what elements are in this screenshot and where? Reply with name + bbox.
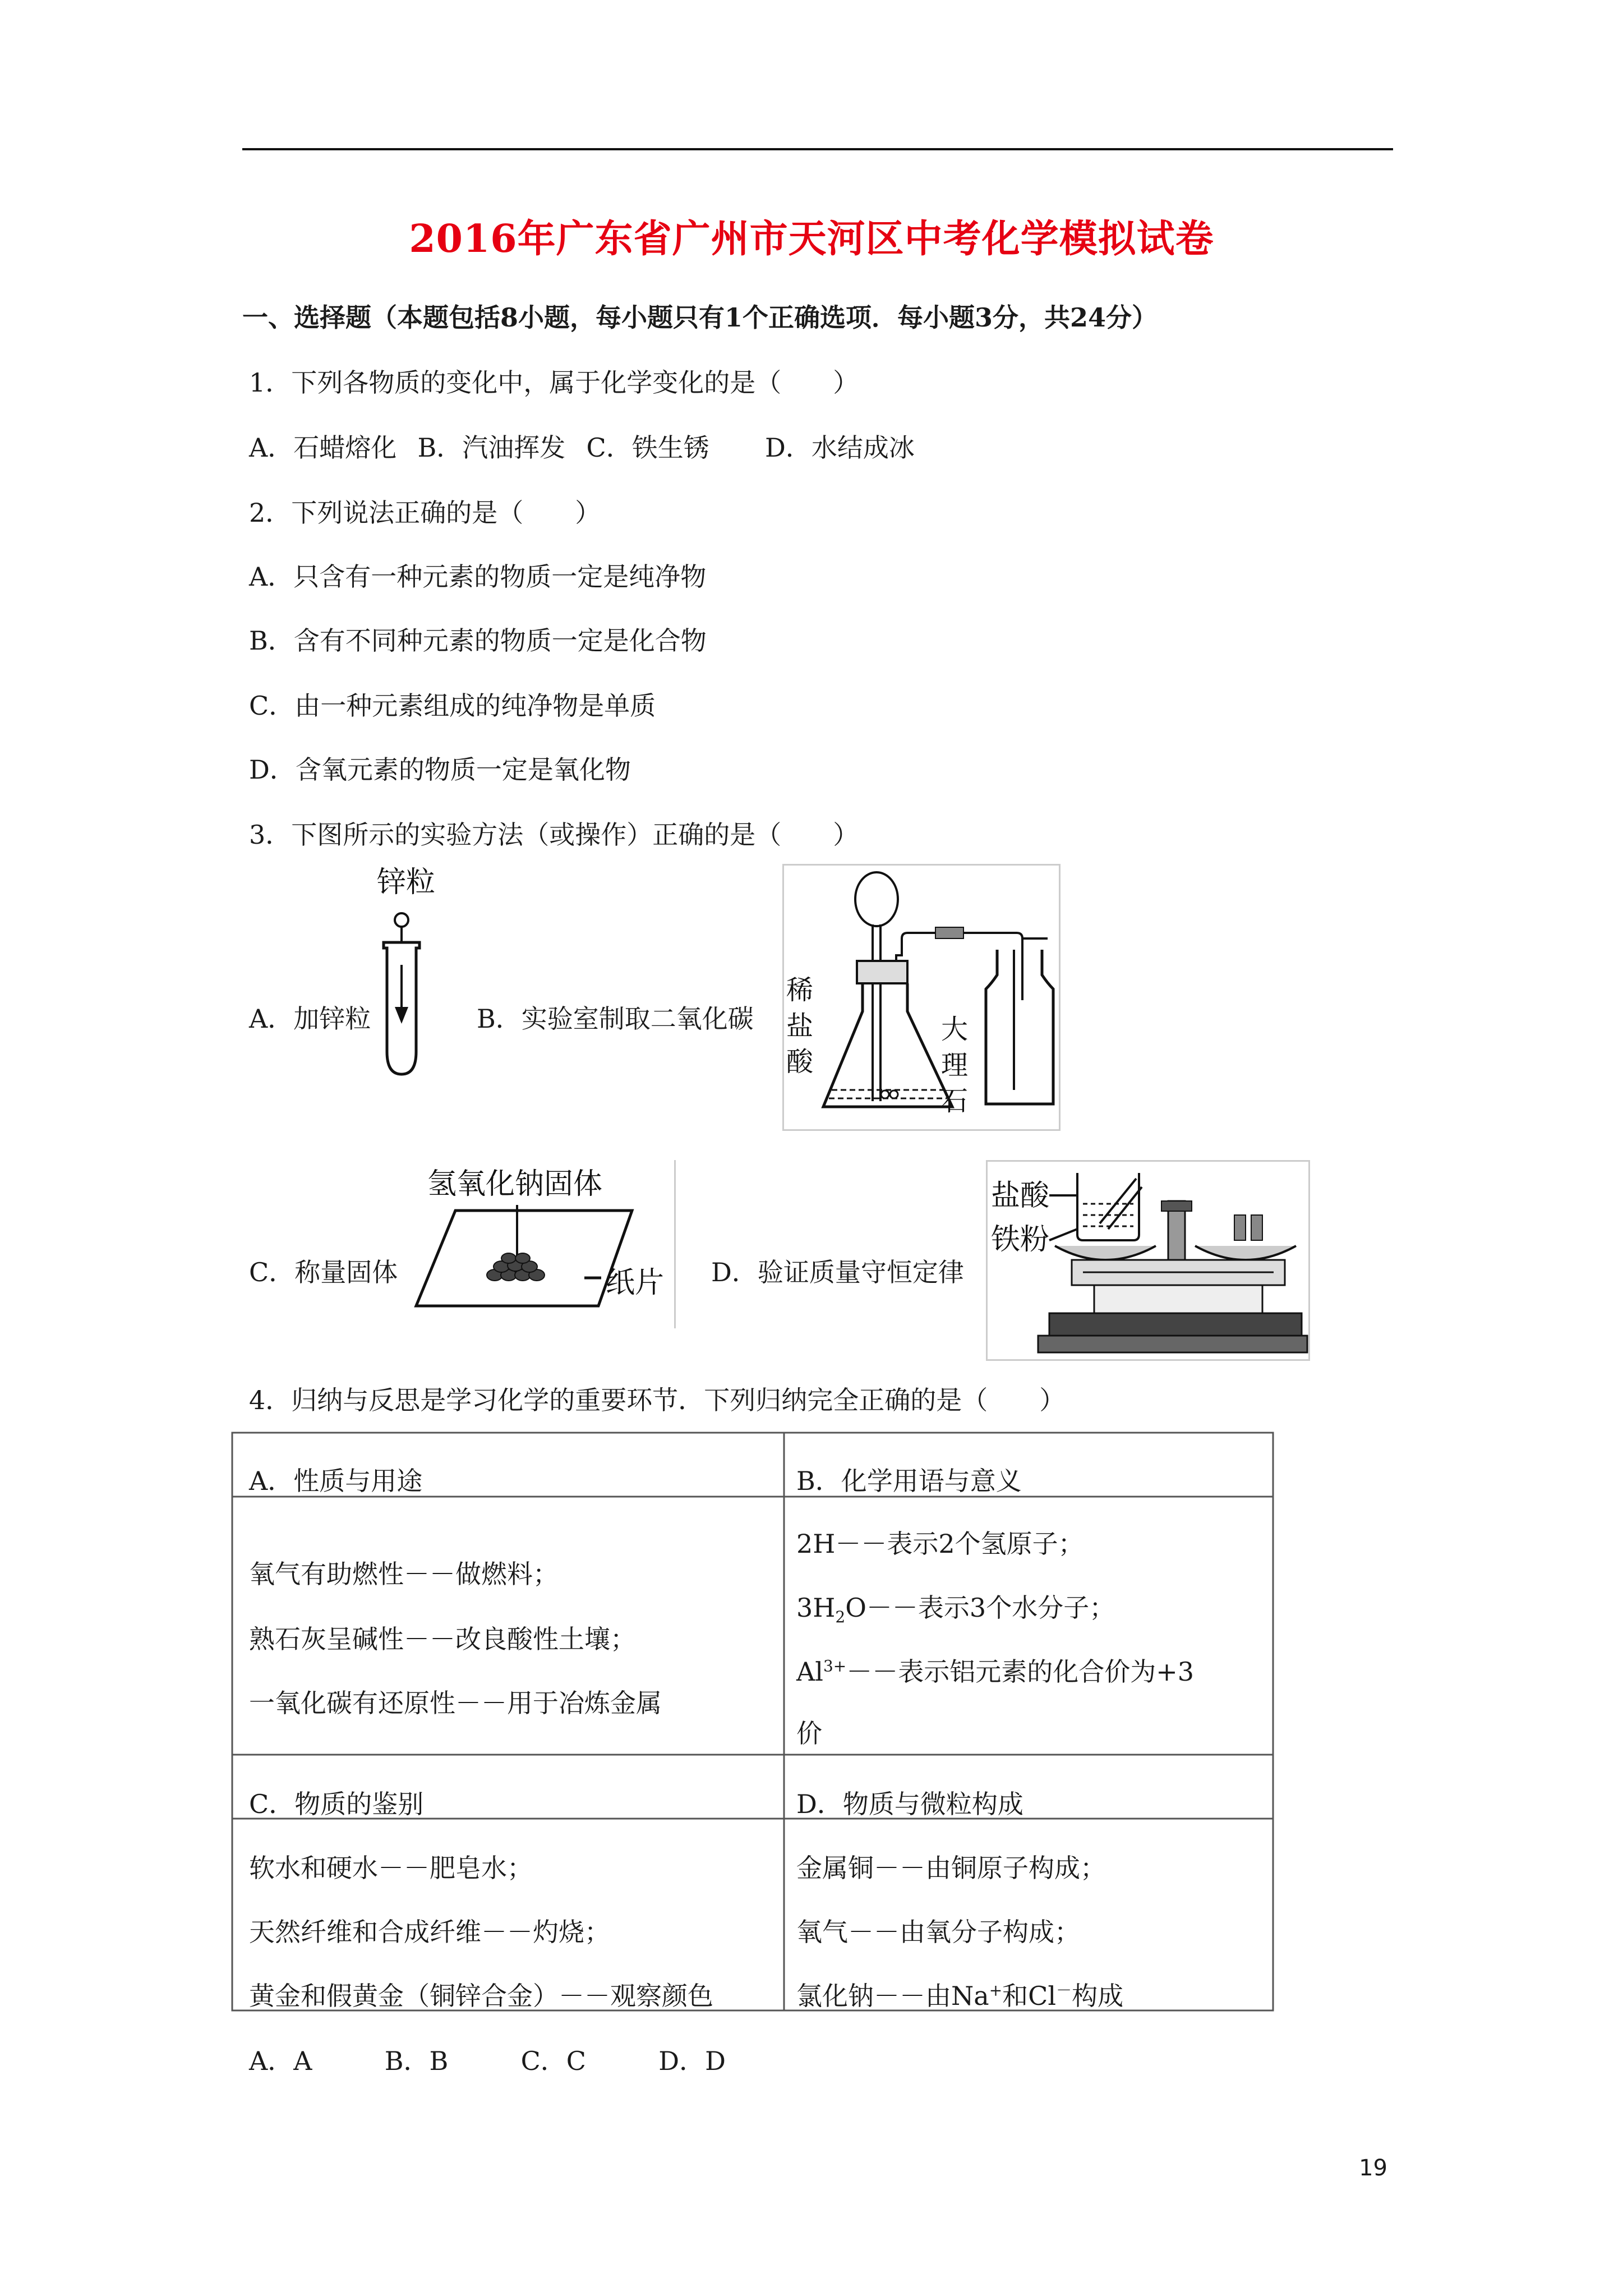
q4-option-a[interactable]: A．A (249, 2046, 312, 2076)
q1-options (249, 427, 915, 464)
dilute-acid-label (786, 972, 813, 1080)
table-cell-d-line3 (796, 1976, 1123, 2013)
q2-option-a[interactable]: A．只含有一种元素的物质一定是纯净物 (249, 562, 707, 592)
table-cell-b-line2 (796, 1588, 1115, 1626)
header-rule (242, 148, 1393, 150)
q2-stem: 2．下列说法正确的是（ ） (249, 498, 601, 528)
page-title: 2016年广东省广州市天河区中考化学模拟试卷 (409, 217, 1214, 261)
table-cell-c-line3: 黄金和假黄金（铜锌合金）－－观察颜色 (249, 1981, 713, 2011)
figure-weigh-solid (405, 1160, 676, 1328)
formula-al: Al (796, 1657, 823, 1687)
co2-apparatus-illustration (784, 866, 1059, 1129)
naoh-label: 氢氧化钠固体 (427, 1167, 603, 1201)
subscript-2: 2 (835, 1608, 846, 1627)
paper-label: 纸片 (606, 1266, 665, 1300)
table-cell-a-line3: 一氧化碳有还原性－－用于冶炼金属 (249, 1688, 662, 1718)
formula-al-text: －－表示铝元素的化合价为+3 (846, 1657, 1195, 1687)
section-heading: 一、选择题（本题包括8小题，每小题只有1个正确选项．每小题3分，共24分） (242, 302, 1158, 333)
q1-stem: 1．下列各物质的变化中，属于化学变化的是（ ） (249, 367, 859, 398)
table-cell-c-line2: 天然纤维和合成纤维－－灼烧； (249, 1917, 610, 1947)
superscript-3plus: 3+ (823, 1657, 847, 1676)
table-cell-a-line2: 熟石灰呈碱性－－改良酸性土壤； (249, 1624, 636, 1654)
q3-option-c[interactable]: C．称量固体 (249, 1257, 398, 1287)
q2-option-d[interactable]: D．含氧元素的物质一定是氧化物 (249, 754, 631, 785)
q4-answer-options (249, 2041, 726, 2078)
q3-stem: 3．下图所示的实验方法（或操作）正确的是（ ） (249, 820, 859, 850)
table-cell-d-line2: 氧气－－由氧分子构成； (796, 1917, 1080, 1947)
page-number: 19 (1359, 2155, 1387, 2181)
hcl-label: 盐酸 (991, 1179, 1050, 1213)
formula-3h: 3H (796, 1593, 836, 1623)
iron-powder-label: 铁粉 (991, 1223, 1050, 1257)
table-cell-d-line1: 金属铜－－由铜原子构成； (796, 1853, 1106, 1883)
acid-label-char-3: 酸 (786, 1046, 814, 1078)
q3-option-b[interactable]: B．实验室制取二氧化碳 (477, 1004, 754, 1034)
nacl-text-a: 氯化钠－－由Na (796, 1981, 989, 2011)
table-cell-a-line1: 氧气有助燃性－－做燃料； (249, 1559, 559, 1589)
nacl-text-b: 和Cl (1002, 1981, 1057, 2011)
q1-option-c[interactable]: C．铁生锈 (586, 432, 709, 463)
q4-option-c[interactable]: C．C (520, 2046, 586, 2076)
marble-label-char-3: 石 (941, 1085, 969, 1117)
q2-option-b[interactable]: B．含有不同种元素的物质一定是化合物 (249, 625, 707, 656)
table-cell-b-line3 (796, 1651, 1194, 1688)
formula-o-text: O－－表示3个水分子； (845, 1593, 1115, 1623)
marble-label-char-2: 理 (941, 1050, 969, 1081)
table-cell-b-head: B．化学用语与意义 (796, 1466, 1022, 1496)
zinc-label: 锌粒 (377, 866, 436, 899)
q2-option-c[interactable]: C．由一种元素组成的纯净物是单质 (249, 691, 656, 721)
q1-option-b[interactable]: B．汽油挥发 (417, 432, 566, 463)
marble-label-char-1: 大 (941, 1014, 969, 1045)
table-cell-c-line1: 软水和硬水－－肥皂水； (249, 1853, 533, 1883)
figure-add-zinc (368, 858, 446, 1083)
q3-option-d[interactable]: D．验证质量守恒定律 (711, 1257, 964, 1287)
q4-option-b[interactable]: B．B (384, 2046, 449, 2076)
q4-option-d[interactable]: D．D (658, 2046, 726, 2076)
q1-option-d[interactable]: D．水结成冰 (765, 432, 915, 463)
table-cell-b-line4: 价 (796, 1718, 822, 1749)
q4-stem: 4．归纳与反思是学习化学的重要环节．下列归纳完全正确的是（ ） (249, 1385, 1066, 1415)
q3-option-a[interactable]: A．加锌粒 (249, 1004, 371, 1034)
table-cell-c-head: C．物质的鉴别 (249, 1789, 424, 1819)
figure-mass-conservation (986, 1160, 1310, 1361)
nacl-text-c: 构成 (1072, 1981, 1124, 2011)
q1-option-a[interactable]: A．石蜡熔化 (249, 432, 397, 463)
figure-co2-apparatus (782, 864, 1061, 1131)
acid-label-char-1: 稀 (786, 974, 814, 1006)
acid-label-char-2: 盐 (786, 1010, 814, 1042)
table-cell-a-head: A．性质与用途 (249, 1466, 423, 1496)
marble-label (941, 1011, 968, 1119)
table-cell-b-line1: 2H－－表示2个氢原子； (796, 1529, 1084, 1559)
superscript-plus: + (989, 1981, 1003, 2000)
superscript-minus: － (1056, 1981, 1072, 2000)
table-cell-d-head: D．物质与微粒构成 (796, 1789, 1023, 1819)
